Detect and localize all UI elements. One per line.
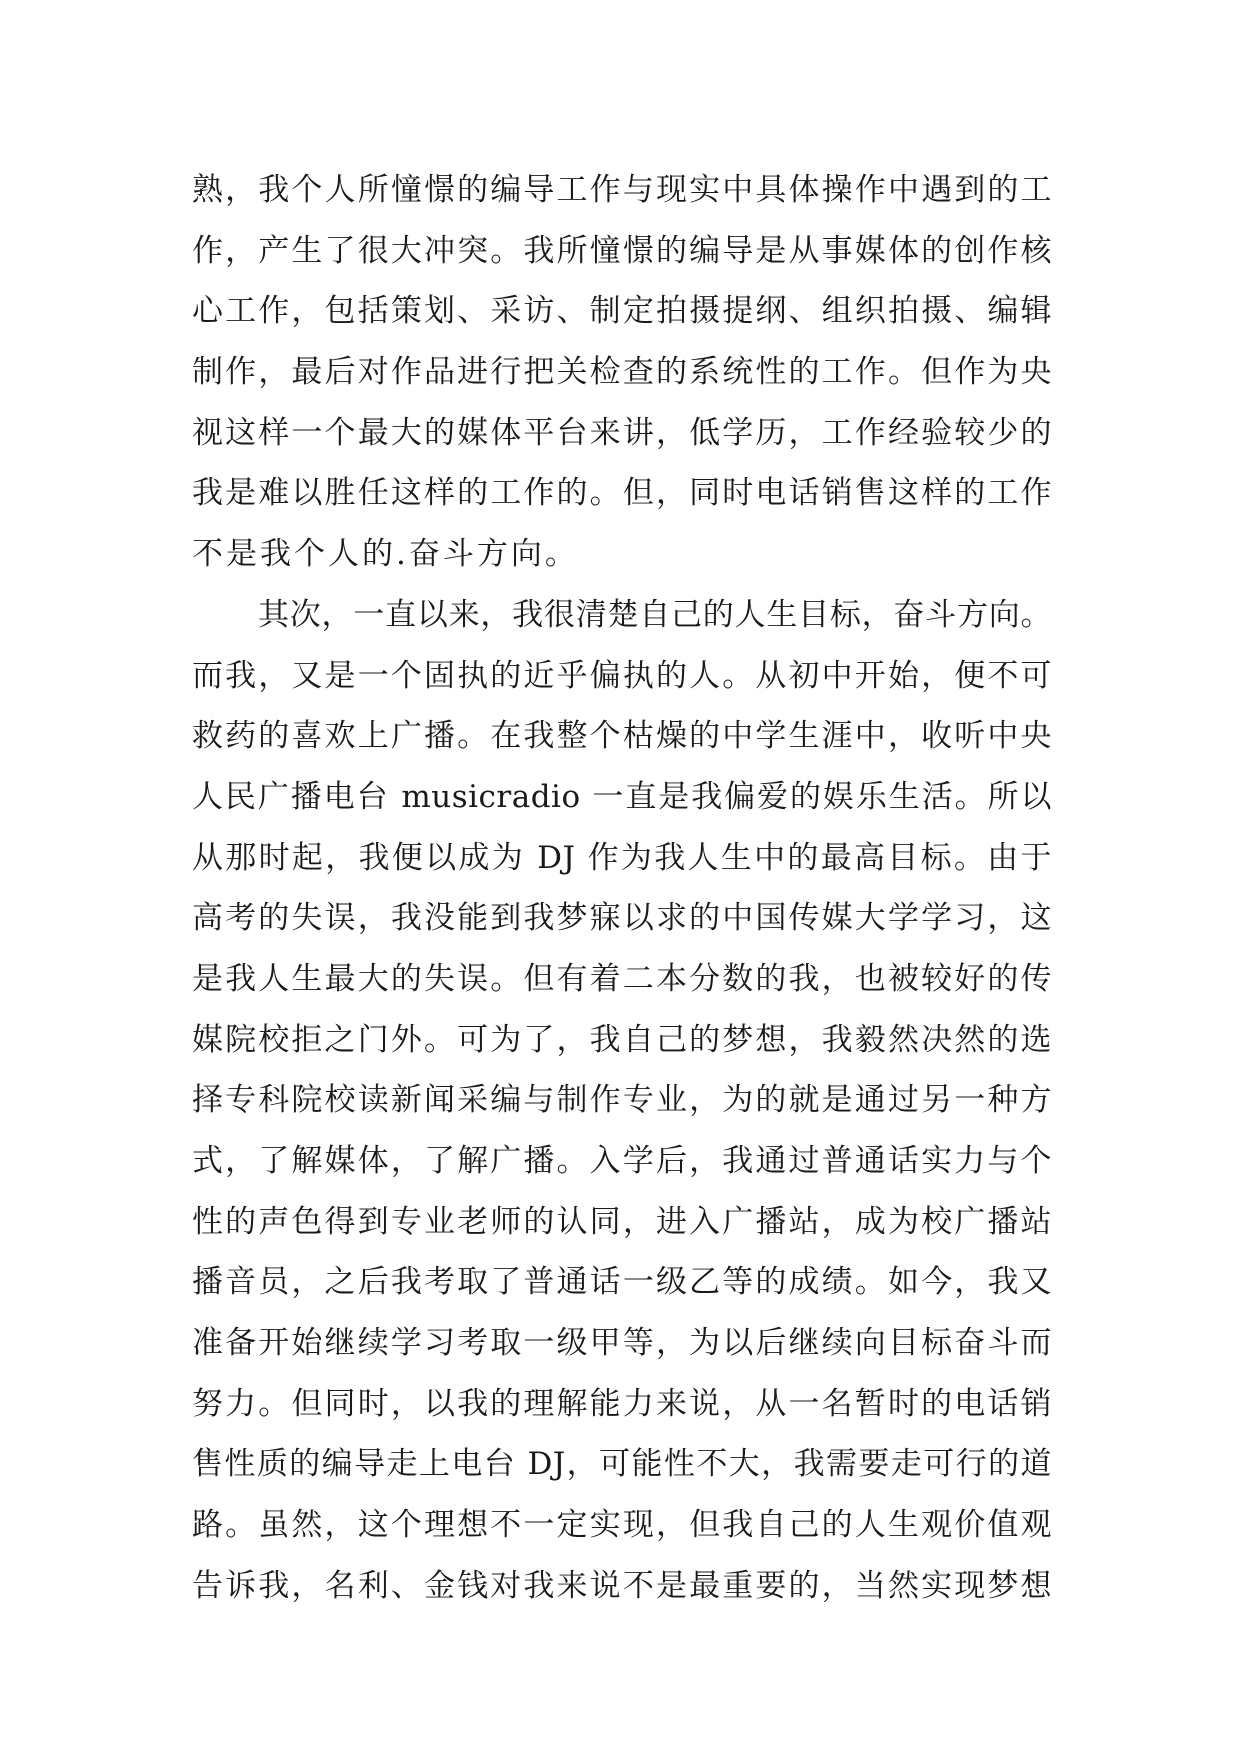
text-line: 式，了解媒体，了解广播。入学后，我通过普通话实力与个 — [192, 1143, 1052, 1179]
text-line: 媒院校拒之门外。可为了，我自己的梦想，我毅然决然的选 — [192, 1021, 1052, 1058]
text-line: 择专科院校读新闻采编与制作专业，为的就是通过另一种方 — [192, 1082, 1052, 1119]
text-line: 努力。但同时，以我的理解能力来说，从一名暂时的电话销 — [192, 1385, 1052, 1422]
text-line: 视这样一个最大的媒体平台来讲，低学历，工作经验较少的 — [192, 414, 1052, 451]
body-text — [192, 160, 1052, 1617]
text-line: 是我人生最大的失误。但有着二本分数的我，也被较好的传 — [192, 960, 1052, 997]
text-line: 性的声色得到专业老师的认同，进入广播站，成为校广播站 — [192, 1203, 1052, 1240]
text-line: 告诉我，名利、金钱对我来说不是最重要的，当然实现梦想 — [192, 1567, 1052, 1604]
text-line: 人民广播电台 musicradio 一直是我偏爱的娱乐生活。所以 — [192, 778, 1052, 815]
text-line: 路。虽然，这个理想不一定实现，但我自己的人生观价值观 — [192, 1507, 1052, 1544]
text-line: 播音员，之后我考取了普通话一级乙等的成绩。如今，我又 — [192, 1264, 1052, 1301]
text-line: 售性质的编导走上电台 DJ，可能性不大，我需要走可行的道 — [192, 1446, 1052, 1483]
paragraph-start-line: 其次，一直以来，我很清楚自己的人生目标，奋斗方向。 — [258, 596, 1052, 633]
text-line: 制作，最后对作品进行把关检查的系统性的工作。但作为央 — [192, 354, 1052, 391]
paragraph-end-line: 不是我个人的.奋斗方向。 — [192, 536, 579, 573]
text-line: 准备开始继续学习考取一级甲等，为以后继续向目标奋斗而 — [192, 1325, 1052, 1362]
text-line: 心工作，包括策划、采访、制定拍摄提纲、组织拍摄、编辑 — [192, 293, 1052, 330]
text-line: 熟，我个人所憧憬的编导工作与现实中具体操作中遇到的工 — [192, 172, 1052, 208]
text-line: 作，产生了很大冲突。我所憧憬的编导是从事媒体的创作核 — [192, 232, 1052, 269]
text-line: 从那时起，我便以成为 DJ 作为我人生中的最高目标。由于 — [192, 839, 1052, 876]
text-line: 高考的失误，我没能到我梦寐以求的中国传媒大学学习，这 — [192, 900, 1052, 937]
text-line: 救药的喜欢上广播。在我整个枯燥的中学生涯中，收听中央 — [192, 718, 1052, 755]
text-line: 而我，又是一个固执的近乎偏执的人。从初中开始，便不可 — [192, 657, 1052, 694]
text-line: 我是难以胜任这样的工作的。但，同时电话销售这样的工作 — [192, 475, 1052, 512]
